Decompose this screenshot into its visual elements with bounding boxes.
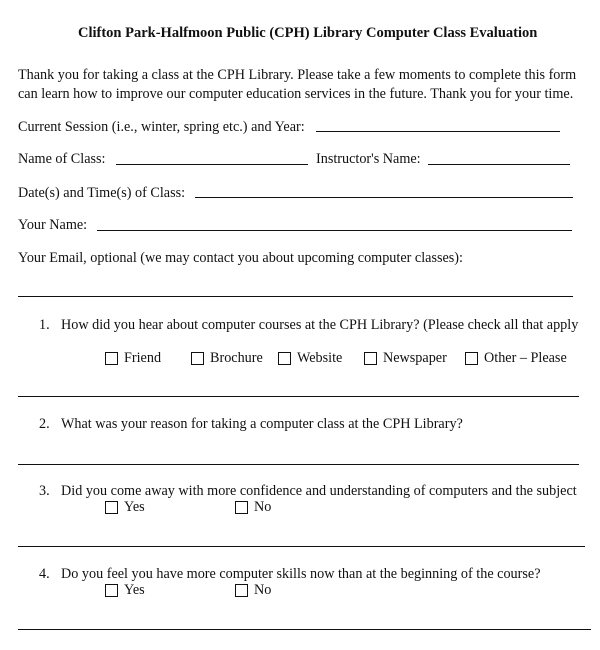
q3-option-yes[interactable]	[105, 499, 145, 516]
q4-option-no-label: No	[254, 582, 272, 598]
checkbox-q4-yes[interactable]	[105, 584, 118, 597]
q3-option-yes-label: Yes	[124, 499, 145, 515]
q4-option-yes[interactable]	[105, 582, 145, 599]
question-4-text: Do you feel you have more computer skills now than at the beginning of the course?	[61, 566, 541, 582]
option-brochure[interactable]	[191, 350, 263, 367]
class-name-input-line[interactable]	[116, 164, 308, 165]
question-2-number: 2.	[39, 416, 50, 432]
session-input-line[interactable]	[316, 131, 560, 132]
checkbox-friend[interactable]	[105, 352, 118, 365]
question-3-text: Did you come away with more confidence and understanding of computers and the subject	[61, 483, 577, 499]
q4-option-no[interactable]	[235, 582, 271, 599]
question-1-answer-line[interactable]	[18, 396, 579, 397]
session-label: Current Session (i.e., winter, spring etc.) and Year:	[18, 119, 305, 135]
your-name-input-line[interactable]	[97, 230, 572, 231]
option-friend-label: Friend	[124, 350, 162, 366]
q3-option-no[interactable]	[235, 499, 271, 516]
instructor-label: Instructor's Name:	[316, 151, 421, 167]
question-1-number: 1.	[39, 317, 50, 333]
question-3-number: 3.	[39, 483, 50, 499]
question-1-text: How did you hear about computer courses at the CPH Library? (Please check all that apply	[61, 317, 579, 333]
question-2-answer-line[interactable]	[18, 464, 579, 465]
q4-option-yes-label: Yes	[124, 582, 145, 598]
email-input-line[interactable]	[18, 296, 573, 297]
question-4-number: 4.	[39, 566, 50, 582]
email-label: Your Email, optional (we may contact you about upcoming computer classes):	[18, 250, 463, 266]
intro-line-1: Thank you for taking a class at the CPH Library. Please take a few moments to complete this form	[18, 67, 577, 83]
checkbox-newspaper[interactable]	[364, 352, 377, 365]
class-name-label: Name of Class:	[18, 151, 106, 167]
option-other-label: Other – Please	[484, 350, 567, 366]
checkbox-q3-no[interactable]	[235, 501, 248, 514]
page-title: Clifton Park-Halfmoon Public (CPH) Library Computer Class Evaluation	[78, 25, 538, 41]
question-3-answer-line[interactable]	[18, 546, 585, 547]
option-newspaper[interactable]	[364, 350, 447, 367]
checkbox-q4-no[interactable]	[235, 584, 248, 597]
checkbox-q3-yes[interactable]	[105, 501, 118, 514]
option-friend[interactable]	[105, 350, 161, 367]
option-brochure-label: Brochure	[210, 350, 263, 366]
option-website-label: Website	[297, 350, 343, 366]
instructor-input-line[interactable]	[428, 164, 570, 165]
date-time-input-line[interactable]	[195, 197, 573, 198]
q3-option-no-label: No	[254, 499, 272, 515]
checkbox-other[interactable]	[465, 352, 478, 365]
your-name-label: Your Name:	[18, 217, 88, 233]
checkbox-brochure[interactable]	[191, 352, 204, 365]
option-other[interactable]	[465, 350, 567, 367]
option-newspaper-label: Newspaper	[383, 350, 447, 366]
question-4-answer-line[interactable]	[18, 629, 591, 630]
intro-line-2: can learn how to improve our computer education services in the future. Thank you for your time.	[18, 86, 574, 102]
question-2-text: What was your reason for taking a computer class at the CPH Library?	[61, 416, 463, 432]
date-time-label: Date(s) and Time(s) of Class:	[18, 185, 186, 201]
checkbox-website[interactable]	[278, 352, 291, 365]
option-website[interactable]	[278, 350, 342, 367]
